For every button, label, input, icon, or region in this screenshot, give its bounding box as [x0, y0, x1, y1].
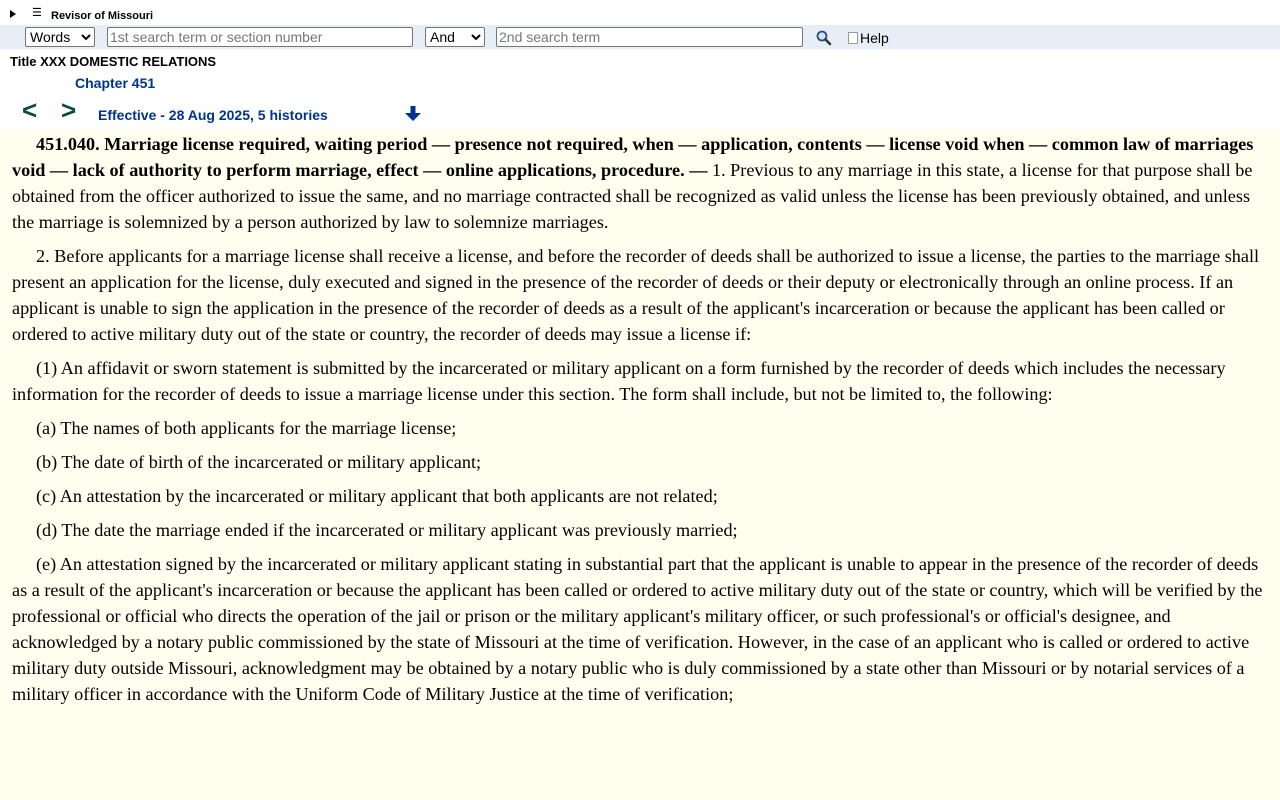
chapter-link[interactable]: Chapter 451: [75, 75, 156, 91]
paragraph-e: (e) An attestation signed by the incarcerated or military applicant stating in substantial part that the applicant is unable to appear in the presence of the recorder of deeds as a result of the applicant's incarceration or because the applicant has been called or ordered to active military duty out of the state or country, which will be verified by the professional or official who directs the operation of the jail or prison or the military applicant's military officer, or such professional's or official's designee, and acknowledged by a notary public commissioned by the state of Missouri at the time of verification. However, in the case of an applicant who is called or ordered to active military duty outside Missouri, acknowledgment may be obtained by a notary public who is duly commissioned by a state other than Missouri or by notarial services of a military officer in accordance with the Uniform Code of Military Justice at the time of verification;: [12, 554, 1263, 704]
arrow-down-icon[interactable]: [403, 104, 423, 124]
help-button[interactable]: [848, 29, 889, 47]
paragraph-1: [12, 129, 1267, 235]
paragraph-c: (c) An attestation by the incarcerated or military applicant that both applicants are not related;: [36, 486, 718, 506]
paragraph-d: (d) The date the marriage ended if the incarcerated or military applicant was previously married;: [36, 520, 738, 540]
paragraph-a: (a) The names of both applicants for the marriage license;: [36, 418, 457, 438]
second-search-term-input[interactable]: [496, 27, 803, 47]
broken-image-icon: [848, 32, 858, 44]
top-bar: [0, 0, 1280, 25]
next-section-button[interactable]: >: [61, 95, 77, 125]
first-search-term-input[interactable]: [107, 27, 413, 47]
search-icon[interactable]: [815, 29, 835, 47]
section-text: [12, 129, 1267, 715]
search-operator-select[interactable]: [425, 27, 485, 47]
expand-triangle-icon[interactable]: [10, 10, 16, 18]
previous-section-button[interactable]: <: [22, 95, 38, 125]
help-label: Help: [860, 30, 889, 46]
section-heading: 451.040. Marriage license required, waiting period — presence not required, when — application, contents — license void when — common law of marriages void — lack of authority to perform marriage, effect — online applications, procedure. —: [12, 134, 1254, 180]
title-heading: Title XXX DOMESTIC RELATIONS: [10, 54, 217, 69]
paragraph-2: 2. Before applicants for a marriage license shall receive a license, and before the recorder of deeds shall be authorized to issue a license, the parties to the marriage shall present an application for the license, duly executed and signed in the presence of the recorder of deeds or their deputy or electronically through an online process. If an applicant is unable to sign the application in the presence of the recorder of deeds as a result of the applicant's incarceration or because the applicant has been called or ordered to active military duty out of the state or country, the recorder of deeds may issue a license if:: [12, 246, 1260, 344]
site-title[interactable]: Revisor of Missouri: [51, 10, 154, 22]
paragraph-3: (1) An affidavit or sworn statement is submitted by the incarcerated or military applicant on a form furnished by the recorder of deeds which includes the necessary information for the recorder of deeds to issue a marriage license under this section. The form shall include, but not be limited to, the following:: [12, 358, 1226, 404]
effective-date-link[interactable]: Effective - 28 Aug 2025, 5 histories: [98, 107, 328, 123]
hamburger-icon[interactable]: ☰: [32, 7, 42, 19]
section-header: [0, 49, 1280, 129]
paragraph-1-text: 1. Previous to any marriage in this state, a license for that purpose shall be obtained from the officer authorized to issue the same, and no marriage contracted shall be recognized as valid unless the license has been previously obtained, and unless the marriage is solemnized by a person authorized by law to solemnize marriages.: [12, 160, 1253, 232]
paragraph-b: (b) The date of birth of the incarcerated or military applicant;: [36, 452, 482, 472]
search-bar: [0, 25, 1280, 49]
search-type-select[interactable]: [25, 27, 95, 47]
